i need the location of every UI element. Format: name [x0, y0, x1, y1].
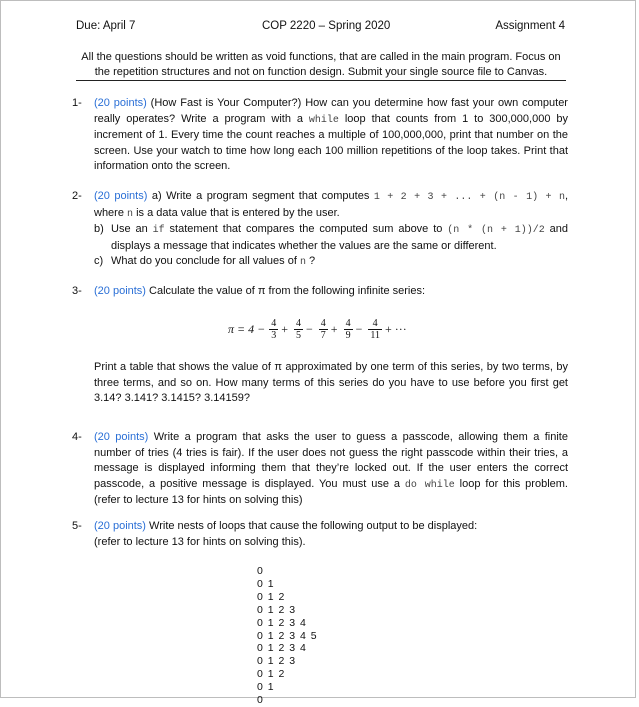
output-line: 0 — [257, 565, 264, 577]
part-c-text: ? — [305, 255, 316, 267]
formula-term — [269, 318, 278, 341]
instructions: All the questions should be written as void functions, that are called in the main program. Focus on the repetition structures and not on function design. Submit your single source file to Canvas. — [81, 51, 561, 78]
points-label: (20 points) — [94, 431, 149, 443]
formula-term — [319, 318, 328, 341]
term-denominator: 7 — [320, 330, 326, 341]
part-b-text: statement that compares the computed sum above to — [164, 223, 448, 235]
term-numerator: 4 — [345, 318, 351, 329]
points-label: (20 points) — [94, 97, 147, 109]
question-text: loop for this problem. (refer to lecture 13 for hints on solving this) — [94, 477, 568, 506]
code-variable: n — [299, 257, 306, 268]
part-a-text: a) Write a program segment that computes — [147, 190, 374, 202]
output-line: 0 1 2 — [257, 590, 286, 603]
question-text: Write nests of loops that cause the following output to be displayed: — [145, 520, 478, 532]
question-text: (How Fast is Your Computer?) How can you determine how fast your own computer really operates? Write a program with a — [94, 97, 568, 125]
question-3-continued — [72, 360, 568, 407]
question-text: loop that counts from 1 to 300,000,000 by increment of 1. Every time the count reaches a multiple of 100,000,000, print that number on the screen. Use your watch to time how long each 100 million repetitions of the loop takes. Print that information onto the screen. — [94, 112, 568, 172]
output-line: 0 1 2 3 4 — [257, 642, 307, 655]
question-text: Write a program that asks the user to guess a passcode, allowing them a finite number of tries (4 tries is fair). If the user does not guess the right passcode within their tries, a message is displayed informing them that they’re locked out. If the user enters the correct passcode, a positive message is displayed. You must use a — [94, 431, 568, 490]
expected-output — [257, 565, 318, 707]
output-line: 0 1 2 3 — [257, 655, 297, 668]
question-number: 5- — [72, 520, 82, 532]
points-label: (20 points) — [94, 285, 146, 297]
term-denominator: 5 — [296, 330, 301, 341]
code-expression: (n * (n + 1))/2 — [447, 225, 545, 236]
formula-lhs: π = 4 − — [228, 322, 266, 336]
question-2 — [72, 189, 568, 271]
question-hint: (refer to lecture 13 for hints on solving this). — [94, 535, 306, 548]
points-label: (20 points) — [94, 190, 148, 202]
part-b — [94, 222, 568, 254]
course-title: COP 2220 – Spring 2020 — [262, 20, 391, 32]
formula-operator: + — [330, 322, 338, 336]
pi-series-formula — [228, 318, 409, 352]
question-number: 1- — [72, 97, 82, 109]
part-b-text: and displays a message that indicates whether the values are the same or different. — [111, 223, 568, 252]
output-line: 0 1 — [257, 681, 275, 694]
term-numerator: 4 — [320, 318, 326, 329]
part-label: b) — [94, 223, 104, 235]
term-denominator: 3 — [271, 330, 277, 341]
question-number: 3- — [72, 285, 82, 297]
assignment-label: Assignment 4 — [495, 20, 565, 32]
question-5 — [72, 519, 568, 550]
question-4 — [72, 430, 568, 509]
output-line: 0 1 2 3 — [257, 603, 297, 616]
formula-operator: − — [355, 322, 363, 336]
term-denominator: 9 — [345, 330, 351, 341]
output-line: 0 1 2 3 4 — [257, 616, 307, 629]
points-label: (20 points) — [94, 520, 146, 532]
output-line: 0 1 2 3 4 5 — [257, 629, 318, 642]
code-variable: n — [127, 208, 134, 220]
part-label: c) — [94, 255, 104, 267]
question-3 — [72, 284, 568, 300]
code-keyword: do while — [404, 479, 455, 491]
term-numerator: 4 — [296, 318, 301, 329]
term-denominator: 11 — [370, 330, 380, 341]
part-c — [94, 254, 568, 271]
formula-operator: + ··· — [384, 322, 407, 336]
part-a-text: is a data value that is entered by the user. — [133, 206, 340, 219]
question-number: 2- — [72, 190, 82, 202]
formula-term — [368, 318, 382, 341]
formula-term — [344, 318, 353, 341]
formula-term — [294, 318, 303, 341]
term-numerator: 4 — [368, 318, 382, 330]
output-line: 0 1 2 — [257, 668, 286, 681]
output-line: 0 1 — [257, 577, 275, 590]
code-keyword: while — [308, 114, 339, 126]
due-date: Due: April 7 — [76, 20, 136, 32]
formula-operator: + — [281, 322, 288, 336]
output-line: 0 — [257, 694, 264, 707]
code-keyword: if — [152, 225, 165, 236]
part-a-text: , where — [94, 190, 569, 219]
question-number: 4- — [72, 431, 82, 443]
header-divider — [76, 80, 566, 81]
question-text: Calculate the value of π from the following infinite series: — [145, 285, 426, 297]
page-header — [76, 20, 565, 36]
term-numerator: 4 — [271, 318, 277, 329]
code-expression: 1 + 2 + 3 + ... + (n - 1) + n — [373, 192, 565, 203]
formula-operator: − — [306, 322, 313, 336]
part-b-text: Use an — [111, 223, 153, 235]
question-text: Print a table that shows the value of π approximated by one term of this series, by two terms, by three terms, and so on. How many terms of this series do you have to use before you first get 3.14? 3.141? 3.1415? 3.14159? — [94, 361, 568, 404]
part-c-text: What do you conclude for all values of — [111, 255, 300, 267]
question-1 — [72, 96, 568, 175]
